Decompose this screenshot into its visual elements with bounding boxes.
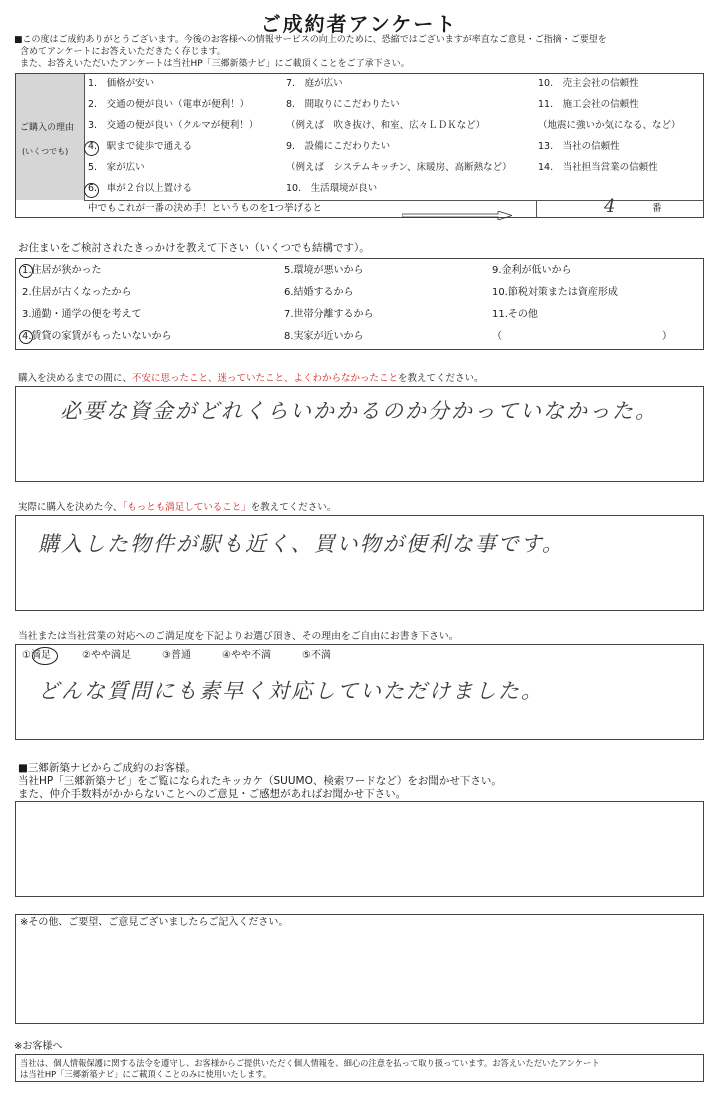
satisfied-question-highlight: 「もっとも満足していること」 [122,502,251,513]
worry-question-suffix: を教えてください。 [398,373,484,384]
worry-question-prefix: 購入を決めるまでの間に、 [18,373,133,384]
reasons-col2 [286,78,512,204]
trigger-11: 11.その他 [492,309,538,320]
best-choice-row [84,196,703,218]
rating-option-1-circle-mark [32,647,58,665]
worry-answer-box [15,386,704,482]
page-title: ご成約者アンケート [260,12,458,36]
reason-8-example: （例えば 吹き抜け、和室、広々ＬＤＫなど） [286,120,486,131]
reason-11-example: （地震に強いか気になる、など） [538,120,681,131]
satisfied-question-suffix: を教えてください。 [250,502,337,513]
rating-question: 当社または当社営業の対応へのご満足度を下記よりお選び頂き、その理由をご自由にお書き下さい。 [18,631,459,642]
trigger-2: 2.住居が古くなったから [22,287,132,298]
reason-2: 2. 交通の便が良い（電車が便利！） [88,99,250,110]
reason-14: 14. 当社担当営業の信頼性 [538,162,658,173]
rating-option-1: ①満足 [22,650,51,661]
reason-9: 9. 設備にこだわりたい [286,141,391,152]
reason-8: 8. 間取りにこだわりたい [286,99,400,110]
satisfied-answer-box [15,515,704,611]
rating-option-3: ③普通 [162,650,191,661]
navi-question-line-2: 当社HP「三郷新築ナビ」をご覧になられたキッカケ（SUUMO、検索ワードなど）をお聞かせ下さい。 [18,775,502,787]
reason-10: 10. 売主会社の信頼性 [538,78,639,89]
reasons-side-panel [16,74,85,200]
trigger-3: 3.通勤・通学の便を考えて [22,309,142,320]
rating-option-2: ②やや満足 [82,650,131,661]
trigger-col3 [492,265,672,353]
reason-6: 6. 車が２台以上置ける [88,183,193,194]
trigger-6: 6.結婚するから [284,287,354,298]
intro-line-3: また、お答えいただいたアンケートは当社HP「三郷新築ナビ」にご載頂くことをご了承下さい。 [20,59,410,69]
footer-notice-box [15,1054,704,1082]
trigger-1: 1.住居が狭かった [22,265,102,276]
reason-6-circle-mark [84,183,99,198]
trigger-other-blank: （ ） [492,331,672,342]
satisfied-answer: 購入した物件が駅も近く、買い物が便利な事です。 [38,532,565,556]
navi-question-line-1: ■三郷新築ナビからご成約のお客様。 [18,762,196,774]
reason-4-circle-mark [84,141,99,156]
trigger-question: お住まいをご検討されたきっかけを教えて下さい（いくつでも結構です）。 [18,242,370,254]
trigger-9: 9.金利が低いから [492,265,572,276]
reason-1: 1. 価格が安い [88,78,155,89]
trigger-col1 [22,265,172,353]
intro-line-2: 含めてアンケートにお答えいただきたく存じます。 [20,47,226,57]
trigger-table [15,258,704,350]
footer-heading: ※お客様へ [14,1041,63,1052]
trigger-7: 7.世帯分離するから [284,309,374,320]
navi-question-line-3: また、仲介手数料がかからないことへのご意見・ご感想があればお聞かせ下さい。 [18,788,407,800]
satisfied-question-prefix: 実際に購入を決めた今、 [18,502,123,513]
worry-question-highlight: 不安に思ったこと、迷っていたこと、よくわからなかったこと [132,373,399,384]
reasons-side-label: ご購入の理由 [20,123,75,133]
reason-4: 4. 駅まで徒歩で通える [88,141,193,152]
worry-answer: 必要な資金がどれくらいかかるのか分かっていなかった。 [60,399,658,423]
reason-10-env: 10. 生活環境が良い [286,183,378,194]
best-choice-divider [536,201,537,218]
intro-line-1: ■この度はご成約ありがとうございます。今後のお客様への情報サービスの向上のために、恐縮ではございますが率直なご意見・ご指摘・ご要望を [14,35,607,45]
other-answer-box [15,914,704,1024]
rating-option-5: ⑤不満 [302,650,331,661]
reasons-col1 [88,78,258,204]
reason-3: 3. 交通の便が良い（クルマが便利！） [88,120,259,131]
best-choice-suffix: 番 [652,203,662,214]
trigger-1-circle-mark [19,264,33,278]
reason-7: 7. 庭が広い [286,78,343,89]
trigger-5: 5.環境が悪いから [284,265,364,276]
reasons-col3 [538,78,681,183]
trigger-8: 8.実家が近いから [284,331,364,342]
reason-9-example: （例えば システムキッチン、床暖房、高断熱など） [286,162,512,173]
trigger-10: 10.節税対策または資産形成 [492,287,618,298]
reason-5: 5. 家が広い [88,162,145,173]
reason-11: 11. 施工会社の信頼性 [538,99,639,110]
trigger-4-circle-mark [19,330,33,344]
navi-answer-box [15,801,704,897]
rating-answer-box [15,644,704,740]
worry-question [18,373,484,385]
rating-option-4: ④やや不満 [222,650,271,661]
arrow-icon [402,205,512,224]
satisfied-question [18,502,336,514]
footer-line-2: は当社HP「三郷新築ナビ」にご載頂くことのみに使用いたします。 [20,1069,272,1079]
rating-answer: どんな質問にも素早く対応していただけました。 [38,679,544,703]
reason-13: 13. 当社の信頼性 [538,141,620,152]
other-label: ※その他、ご要望、ご意見ございましたらご記入ください。 [20,917,289,928]
trigger-4: 4.賃貸の家賃がもったいないから [22,331,172,342]
reasons-side-note: (いくつでも) [22,147,69,156]
footer-line-1: 当社は、個人情報保護に関する法令を遵守し、お客様からご提供いただく個人情報を、細心の注意を払って取り扱っています。お答えいただいたアンケート [20,1058,600,1068]
best-choice-answer: 4 [604,196,618,217]
best-choice-prompt: 中でもこれが一番の決め手！というものを1つ挙げると [88,203,323,214]
trigger-col2 [284,265,374,353]
reasons-table [15,73,704,218]
